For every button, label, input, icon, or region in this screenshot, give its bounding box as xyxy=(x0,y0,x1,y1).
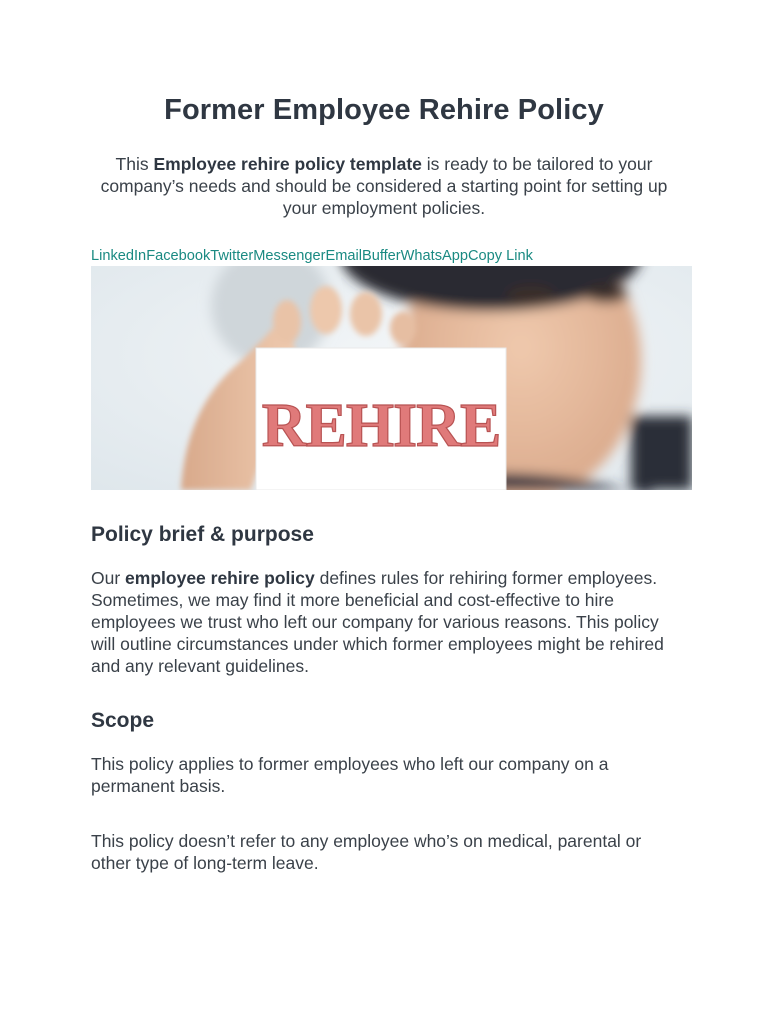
hero-image xyxy=(91,266,692,490)
share-link-buffer[interactable]: Buffer xyxy=(361,248,401,264)
intro-suffix: is ready to be tailored to your company’s needs and should be considered a starting point for setting up your employment policies. xyxy=(100,154,668,218)
intro-bold: Employee rehire policy template xyxy=(153,154,422,174)
share-link-email[interactable]: Email xyxy=(325,248,362,264)
policy-brief-bold: employee rehire policy xyxy=(125,568,315,588)
section-heading-policy-brief: Policy brief & purpose xyxy=(91,523,314,546)
share-link-facebook[interactable]: Facebook xyxy=(146,248,211,264)
share-link-twitter[interactable]: Twitter xyxy=(210,248,254,264)
card-text: REHIRE xyxy=(261,392,501,460)
share-link-copy-link[interactable]: Copy Link xyxy=(467,248,533,264)
policy-brief-suffix: defines rules for rehiring former employees. Sometimes, we may find it more beneficial and cost-effective to hire employees we trust who left our company for various reasons. This policy will outline circumstances under which former employees might be rehired and any relevant guidelines. xyxy=(91,568,664,676)
policy-brief-prefix: Our xyxy=(91,568,126,588)
intro-prefix: This xyxy=(115,154,154,174)
scope-paragraph-2: This policy doesn’t refer to any employee who’s on medical, parental or other type of long-term leave. xyxy=(91,831,642,873)
share-links xyxy=(91,248,533,264)
policy-brief-paragraph xyxy=(91,567,681,677)
section-heading-scope: Scope xyxy=(91,709,155,732)
share-link-messenger[interactable]: Messenger xyxy=(253,248,326,264)
rehire-card-illustration xyxy=(91,266,692,490)
page-title: Former Employee Rehire Policy xyxy=(164,94,604,126)
intro-paragraph xyxy=(84,153,684,219)
scope-paragraph-1: This policy applies to former employees who left our company on a permanent basis. xyxy=(91,754,609,796)
share-link-whatsapp[interactable]: WhatsApp xyxy=(400,248,468,264)
share-link-linkedin[interactable]: LinkedIn xyxy=(91,248,147,264)
